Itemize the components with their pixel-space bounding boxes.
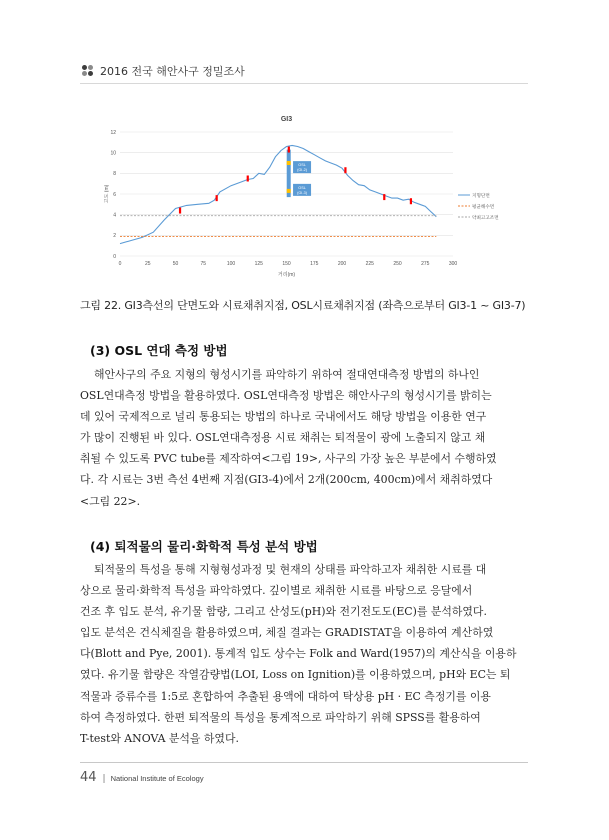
annotation-text: (GI-2) [297, 168, 308, 173]
y-tick-label: 10 [110, 150, 116, 157]
annotation-text: OSL [298, 185, 306, 190]
header-dots-icon [82, 65, 94, 77]
x-tick-label: 50 [172, 261, 179, 267]
x-tick-label: 250 [393, 261, 402, 267]
x-tick-label: 75 [200, 261, 207, 267]
x-tick-label: 200 [337, 261, 347, 267]
paragraph-line: OSL연대측정 방법을 활용하였다. OSL연대측정 방법은 해안사구의 형성시기를 밝히는 [80, 389, 492, 403]
x-tick-label: 175 [310, 261, 319, 267]
y-tick-label: 8 [113, 171, 116, 178]
x-tick-label: 275 [421, 261, 430, 267]
y-tick-label: 2 [113, 233, 116, 240]
annotation-text: OSL [298, 163, 306, 168]
section-body-sediment [80, 559, 524, 749]
paragraph-line: 퇴적물의 특성을 통해 지형형성과정 및 현재의 상태를 파악하고자 채취한 시료를 대 [94, 563, 487, 576]
legend-label: 평균해수면 [472, 203, 495, 209]
gi3-profile-chart [100, 110, 499, 280]
sample-point [383, 194, 385, 200]
y-tick-label: 6 [113, 191, 116, 198]
chart-title: GI3 [280, 116, 293, 123]
y-tick-label: 4 [113, 212, 116, 219]
sample-point [410, 198, 412, 204]
sample-point [247, 176, 249, 182]
osl-annotation [293, 184, 311, 196]
x-tick-label: 0 [118, 261, 122, 267]
paragraph-line: 적물과 증류수를 1:5로 혼합하여 추출된 용액에 대하여 탁상용 pH · EC 측정기를 이용 [80, 689, 491, 703]
sample-point [288, 147, 290, 153]
page-footer [80, 770, 204, 785]
osl-point [287, 189, 291, 193]
x-tick-label: 100 [226, 261, 236, 267]
y-tick-label: 0 [113, 253, 116, 260]
series-line-0 [120, 145, 436, 243]
x-axis-label: 거리(m) [277, 272, 296, 278]
legend-label: 약최고고조면 [472, 214, 499, 220]
paragraph-line: 해안사구의 주요 지형의 형성시기를 파악하기 위하여 절대연대측정 방법의 하나인 [94, 368, 480, 381]
paragraph-line: 다. 각 시료는 3번 측선 4번째 지점(GI3-4)에서 2개(200cm, 400cm)에서 채취하였다 [80, 473, 493, 487]
osl-annotation [293, 161, 311, 173]
footer-organization: National Institute of Ecology [110, 774, 204, 783]
paragraph-line: 건조 후 입도 분석, 유기물 함량, 그리고 산성도(pH)와 전기전도도(EC)를 분석하였다. [80, 605, 487, 619]
annotation-text: (GI-3) [297, 190, 308, 195]
paragraph-line: T-test와 ANOVA 분석을 하였다. [80, 731, 239, 745]
paragraph-line: 가 많이 진행된 바 있다. OSL연대측정용 시료 채취는 퇴적물이 광에 노출되지 않고 채 [80, 431, 486, 445]
x-tick-label: 150 [282, 261, 291, 267]
paragraph-line: 취될 수 있도록 PVC tube를 제작하여<그림 19>, 사구의 가장 높은 부분에서 수행하였 [80, 452, 497, 466]
sample-point [179, 208, 181, 214]
chart-svg [100, 110, 499, 280]
running-header-title: 2016 전국 해안사구 정밀조사 [100, 65, 245, 78]
section-body-osl [80, 364, 524, 512]
paragraph-line: 데 있어 국제적으로 널리 통용되는 방법의 하나로 국내에서도 해당 방법을 이용한 연구 [80, 410, 487, 424]
page-number: 44 [80, 770, 97, 785]
paragraph-line: 다(Blott and Pye, 2001). 통계적 입도 상수는 Folk and Ward(1957)의 계산식을 이용하 [80, 647, 517, 661]
header-divider [80, 83, 528, 84]
section-title-sediment: (4) 퇴적물의 물리·화학적 특성 분석 방법 [90, 539, 318, 554]
sample-point [344, 167, 346, 173]
paragraph-line: 하여 측정하였다. 한편 퇴적물의 특성을 통계적으로 파악하기 위해 SPSS를 활용하여 [80, 710, 481, 724]
section-title-osl: (3) OSL 연대 측정 방법 [90, 343, 228, 358]
x-tick-label: 300 [448, 261, 458, 267]
x-tick-label: 25 [144, 261, 151, 267]
paragraph-line: <그림 22>. [80, 494, 141, 508]
osl-point [287, 161, 291, 165]
x-tick-label: 125 [254, 261, 263, 267]
legend-label: 지형단면 [472, 192, 490, 198]
sample-point [216, 195, 218, 201]
footer-separator: | [102, 774, 106, 784]
y-axis-label: 고도 (m) [104, 184, 110, 204]
x-tick-label: 225 [365, 261, 374, 267]
footer-divider [80, 762, 528, 763]
paragraph-line: 상으로 물리·화학적 특성을 파악하였다. 깊이별로 채취한 시료를 바탕으로 응달에서 [80, 584, 473, 598]
running-header [82, 63, 245, 79]
y-tick-label: 12 [110, 129, 116, 136]
figure-caption: 그림 22. GI3측선의 단면도와 시료채취지점, OSL시료채취지점 (좌측으로부터 GI3-1 ~ GI3-7) [80, 299, 526, 312]
paragraph-line: 였다. 유기물 함량은 작열감량법(LOI, Loss on Ignition)를 이용하였으며, pH와 EC는 퇴 [80, 668, 511, 682]
paragraph-line: 입도 분석은 건식체질을 활용하였으며, 체질 결과는 GRADISTAT을 이용하여 계산하였 [80, 626, 494, 640]
